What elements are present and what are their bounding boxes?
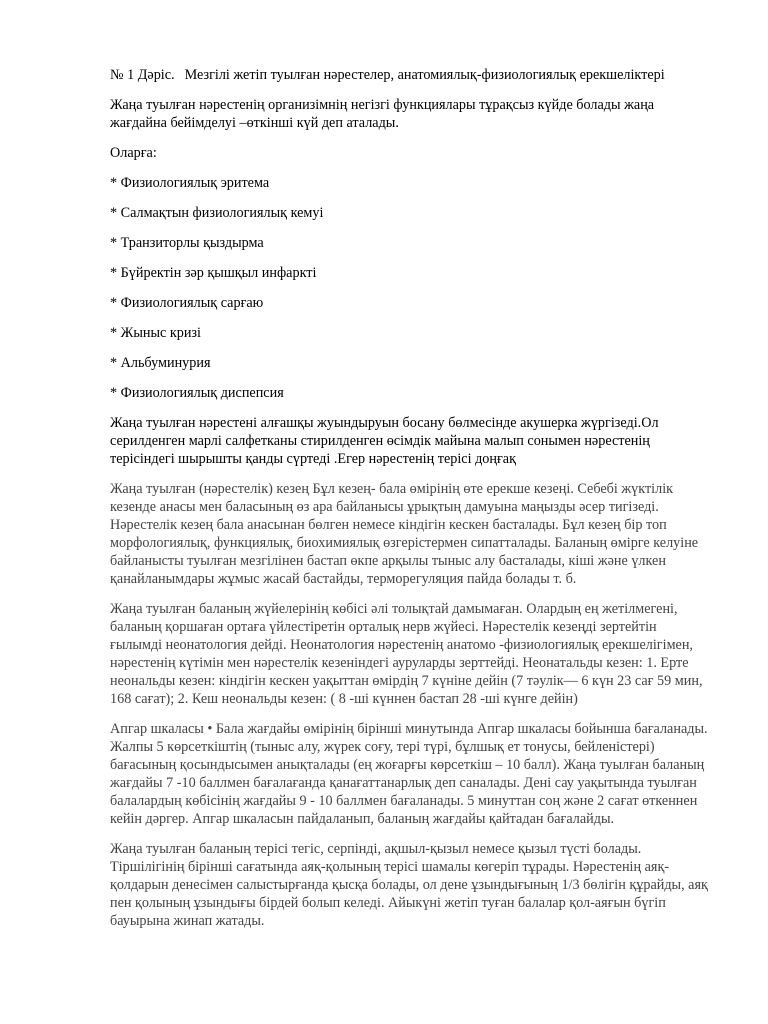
list-item: * Транзиторлы қыздырма — [110, 235, 264, 251]
list-item: * Физиологиялық сарғаю — [110, 295, 264, 311]
intro-paragraph: Жаңа туылған нәрестенің организімнің негізгі функциялары тұрақсыз күйде болады жаңа жағдайна бейімделуі –өткінші күй деп аталады. — [110, 97, 655, 131]
paragraph-apgar-scale: Апгар шкаласы • Бала жағдайы өмірінің бірінші минутында Апгар шкаласы бойынша бағаланады. Жалпы 5 көрсеткіштің (тыныс алу, жүрек соғу, тері түрі, бұлшық ет тонусы, бейленістері) бағасының қосындысымен анықталады (ең жоғарғы көрсеткіш – 10 балл). Жаңа туылған баланың жағдайы 7 -10 баллмен бағалағанда қанағаттанарлық деп саналады. Дені сау уақытында туылған балалардың көбісінің жағдайы 9 - 10 баллмен бағаланады. 5 минуттан соң және 2 сағат өткеннен кейін дәргер. Апгар шкаласын пайдаланып, баланың жағдайы қайтадан бағалайды. — [110, 721, 708, 827]
list-item: * Бүйректін зәр қышқыл инфаркті — [110, 265, 317, 281]
paragraph-newborn-skin: Жаңа туылған баланың терісі тегіс, серпінді, ақшыл-қызыл немесе қызыл түсті болады. Тіршілігінің бірінші сағатында аяқ-қолының терісі шамалы көгеріп тұрады. Нәрестенің аяқ-қолдарын денесімен салыстырғанда қысқа болады, ол дене ұзындығының 1/3 бөлігін құрайды, аяқ пен қолының ұзындығы бірдей болып келеді. Айыкүні жетіп туған балалар қол-аяғын бүгіп бауырына жинап жатады. — [110, 841, 708, 929]
paragraph-neonatal-period: Жаңа туылған (нәрестелік) кезең Бұл кезең- бала өмірінің өте ерекше кезеңі. Себебі жүктілік кезенде анасы мен баласының өз ара байланысы ұрықтың дамуына маңызды әсер тигізеді. Нәрестелік кезең бала анасынан бөлген немесе кіндігін кескен басталады. Бұл кезең бір топ морфологиялық, функциялық, биохимиялық өзгерістермен сипатталады. Баланың өмірге келуіне байланысты туылған мезгілінен бастап өкпе арқылы тыныс алу басталады, кіші және үлкен қанайланымдары жұмыс жасай бастайды, терморегуляция пайда болады т. б. — [110, 481, 699, 587]
lecture-topic: Мезгілі жетіп туылған нәрестелер, анатомиялық-физиологиялық ерекшеліктері — [184, 67, 665, 83]
document-body — [110, 66, 712, 942]
paragraph-neonatology: Жаңа туылған баланың жүйелерінің көбісі әлі толықтай дамымаған. Олардың ең жетілмегені, баланың қоршаған ортаға үйлестіретін орталық нерв жүйесі. Нәрестелік кезеңді зертейтін ғылымді неонатология дейді. Неонатология нәрестенің анатомо -физиологиялық ерекшелігімен, нәрестенің күтімін мен нәрестелік кезеніндегі ауруларды зерттейді. Неонатальды кезен: 1. Ерте неональды кезен: кіндігін кескен уақыттан өмірдің 7 күніне дейін (7 тәулік— 6 күн 23 сағ 59 мин, 168 сағат); 2. Кеш неональды кезен: ( 8 -ші күннен бастап 28 -ші күнге дейін) — [110, 601, 703, 707]
lecture-title — [110, 66, 712, 84]
list-item: * Физиологиялық диспепсия — [110, 385, 284, 401]
paragraph-bathing: Жаңа туылған нәрестені алғашқы жуындыруын босану бөлмесінде акушерка жүргізеді.Ол серилденген марлі салфетканы стирилденген өсімдік майына малып сонымен нәрестенің терісіндегі шырышты қанды сүртеді .Егер нәрестенің терісі доңғақ — [110, 415, 659, 467]
list-item: * Физиологиялық эритема — [110, 175, 270, 191]
list-item: * Жыныс кризі — [110, 325, 201, 341]
list-item: * Салмақтын физиологиялық кемуі — [110, 205, 324, 221]
list-heading: Оларға: — [110, 145, 157, 161]
lecture-number: № 1 Дәріс. — [110, 67, 175, 83]
list-item: * Альбуминурия — [110, 355, 211, 371]
